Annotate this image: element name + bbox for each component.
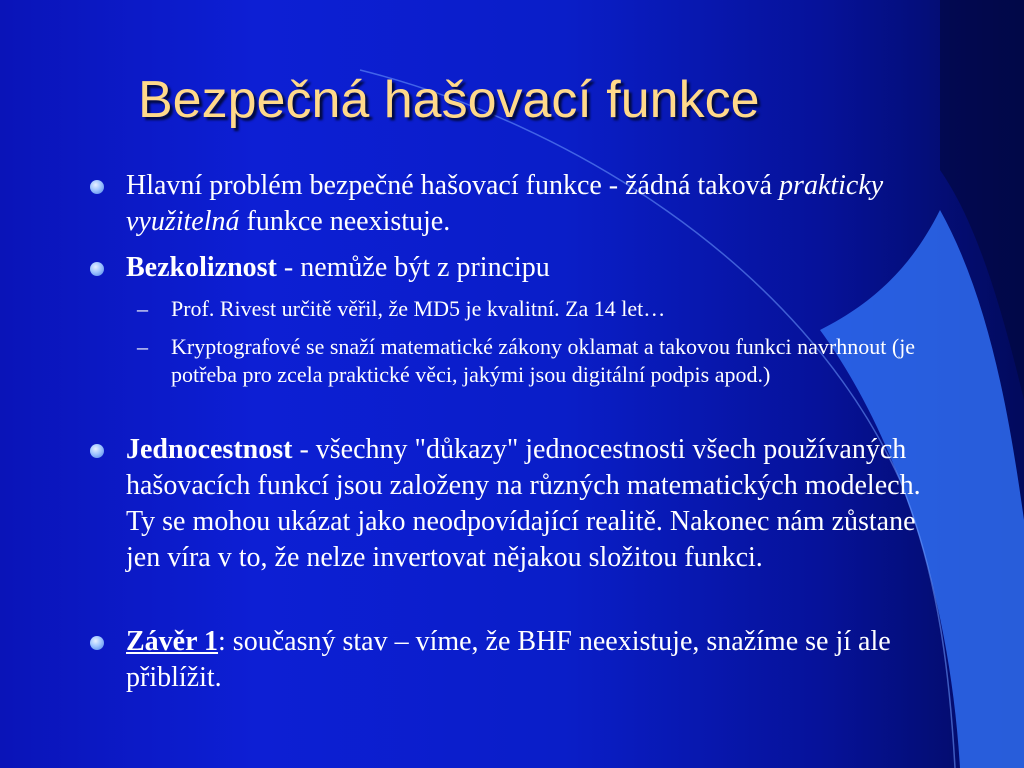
bullet-4 [126, 624, 946, 696]
slide-title: Bezpečná hašovací funkce [138, 71, 760, 129]
bullet-2 [126, 250, 946, 286]
bullet-dot [90, 636, 104, 650]
bullet-4-bold-underlined: Závěr 1 [126, 626, 219, 657]
bullet-dot [90, 180, 104, 194]
bullet-2-bold: Bezkoliznost [126, 252, 277, 283]
bullet-3 [126, 432, 946, 576]
bullet-3-bold: Jednocestnost [126, 434, 293, 465]
bullet-1-italic: prakticky využitelná [126, 170, 884, 237]
sub-bullet-1: Prof. Rivest určitě věřil, že MD5 je kvalitní. Za 14 let… [171, 296, 666, 321]
bullet-2-text: - nemůže být z principu [276, 252, 550, 283]
sub-bullet-dash: – [137, 334, 148, 359]
bullet-dot [90, 444, 104, 458]
bullet-dot [90, 262, 104, 276]
bullet-1-text-a: Hlavní problém bezpečné hašovací funkce - žádná taková [126, 170, 780, 201]
bullet-3-text: - všechny "důkazy" jednocestnosti všech používaných hašovacích funkcí jsou založeny na různých matematických modelech. Ty se mohou ukázat jako neodpovídající realitě. Nakonec nám zůstane jen víra v to, že nelze invertovat nějakou složitou funkci. [126, 434, 921, 573]
bullet-4-text: : současný stav – víme, že BHF neexistuje, snažíme se jí ale přiblížit. [126, 626, 891, 693]
bullet-1-text-b: funkce neexistuje. [239, 206, 451, 237]
bullet-1 [126, 168, 946, 240]
sub-bullet-dash: – [137, 296, 148, 321]
sub-bullet-2: Kryptografové se snaží matematické zákony oklamat a takovou funkci navrhnout (je potřeba pro zcela praktické věci, jakými jsou digitální podpis apod.) [171, 334, 916, 387]
